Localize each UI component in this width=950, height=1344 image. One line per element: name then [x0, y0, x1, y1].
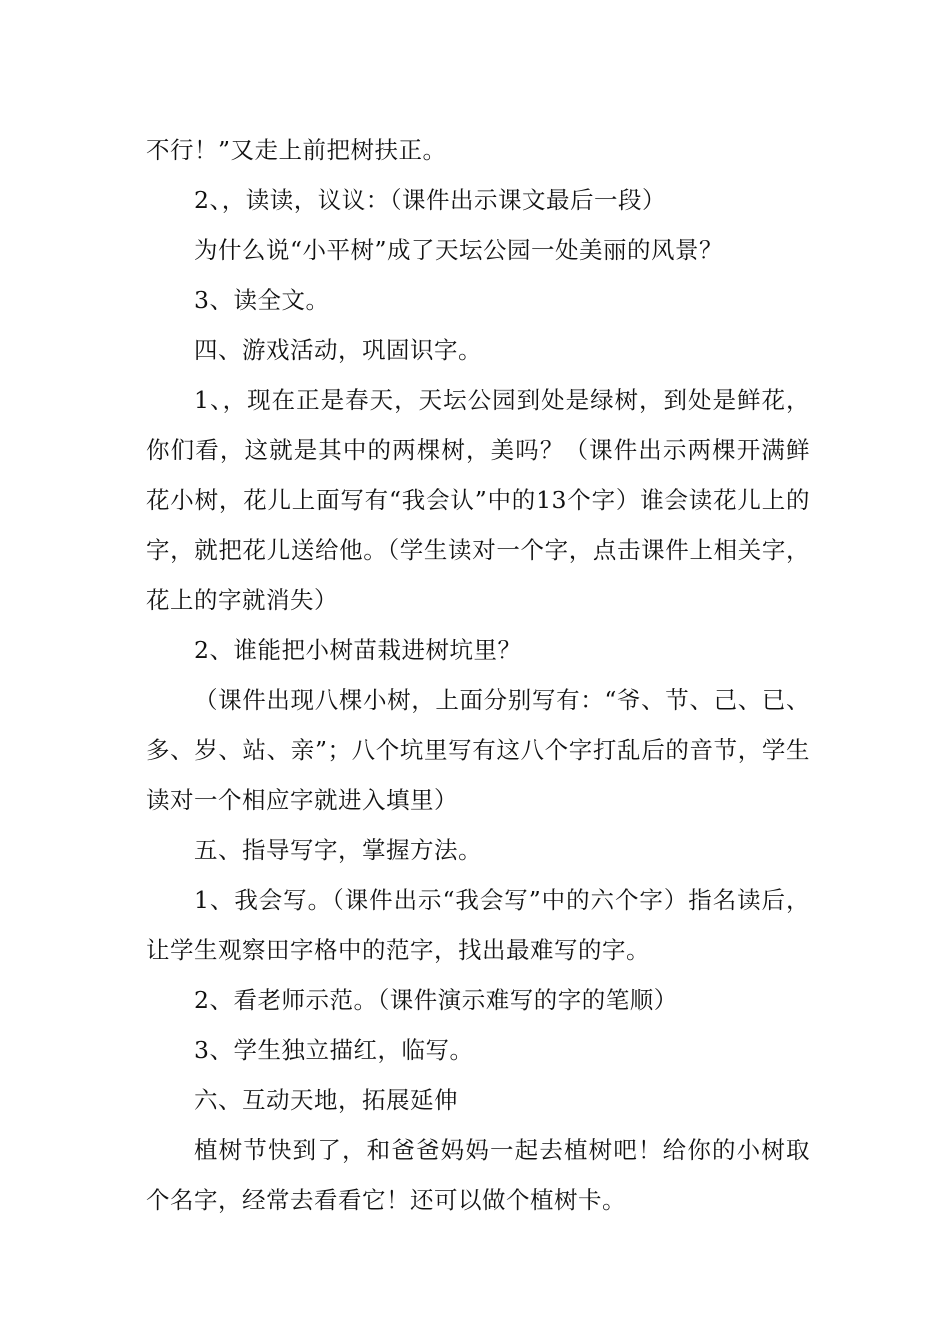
paragraph-read-full-text: 3、读全文。	[194, 286, 330, 314]
section-heading-interaction: 六、互动天地，拓展延伸	[194, 1086, 458, 1114]
section-heading-writing: 五、指导写字，掌握方法。	[194, 836, 482, 864]
paragraph-i-can-write: 1、我会写。（课件出示“我会写”中的六个字）指名读后，让学生观察田字格中的范字，找出最难写的字。	[146, 886, 810, 964]
paragraph-question: 为什么说“小平树”成了天坛公园一处美丽的风景？	[194, 236, 724, 264]
section-heading-games: 四、游戏活动，巩固识字。	[194, 336, 482, 364]
paragraph-plant-seedlings: 2、谁能把小树苗栽进树坑里？	[194, 636, 522, 664]
document-body	[146, 125, 810, 1225]
paragraph-arbor-day: 植树节快到了，和爸爸妈妈一起去植树吧！给你的小树取个名字，经常去看看它！还可以做个植树卡。	[146, 1136, 810, 1214]
paragraph-eight-trees: （课件出现八棵小树，上面分别写有：“爷、节、己、已、多、岁、站、亲”；八个坑里写有这八个字打乱后的音节，学生读对一个相应字就进入填里）	[146, 686, 810, 814]
paragraph-student-trace: 3、学生独立描红，临写。	[194, 1036, 474, 1064]
paragraph-continuation: 不行！”又走上前把树扶正。	[146, 136, 447, 164]
paragraph-spring-flowers: 1、，现在正是春天，天坛公园到处是绿树，到处是鲜花，你们看，这就是其中的两棵树，美吗？（课件出示两棵开满鲜花小树，花儿上面写有“我会认”中的13个字）谁会读花儿上的字，就把花儿送给他。（学生读对一个字，点击课件上相关字，花上的字就消失）	[146, 386, 810, 614]
paragraph-read-discuss: 2、，读读，议议：（课件出示课文最后一段）	[194, 186, 666, 214]
paragraph-teacher-demo: 2、看老师示范。（课件演示难写的字的笔顺）	[194, 986, 678, 1014]
